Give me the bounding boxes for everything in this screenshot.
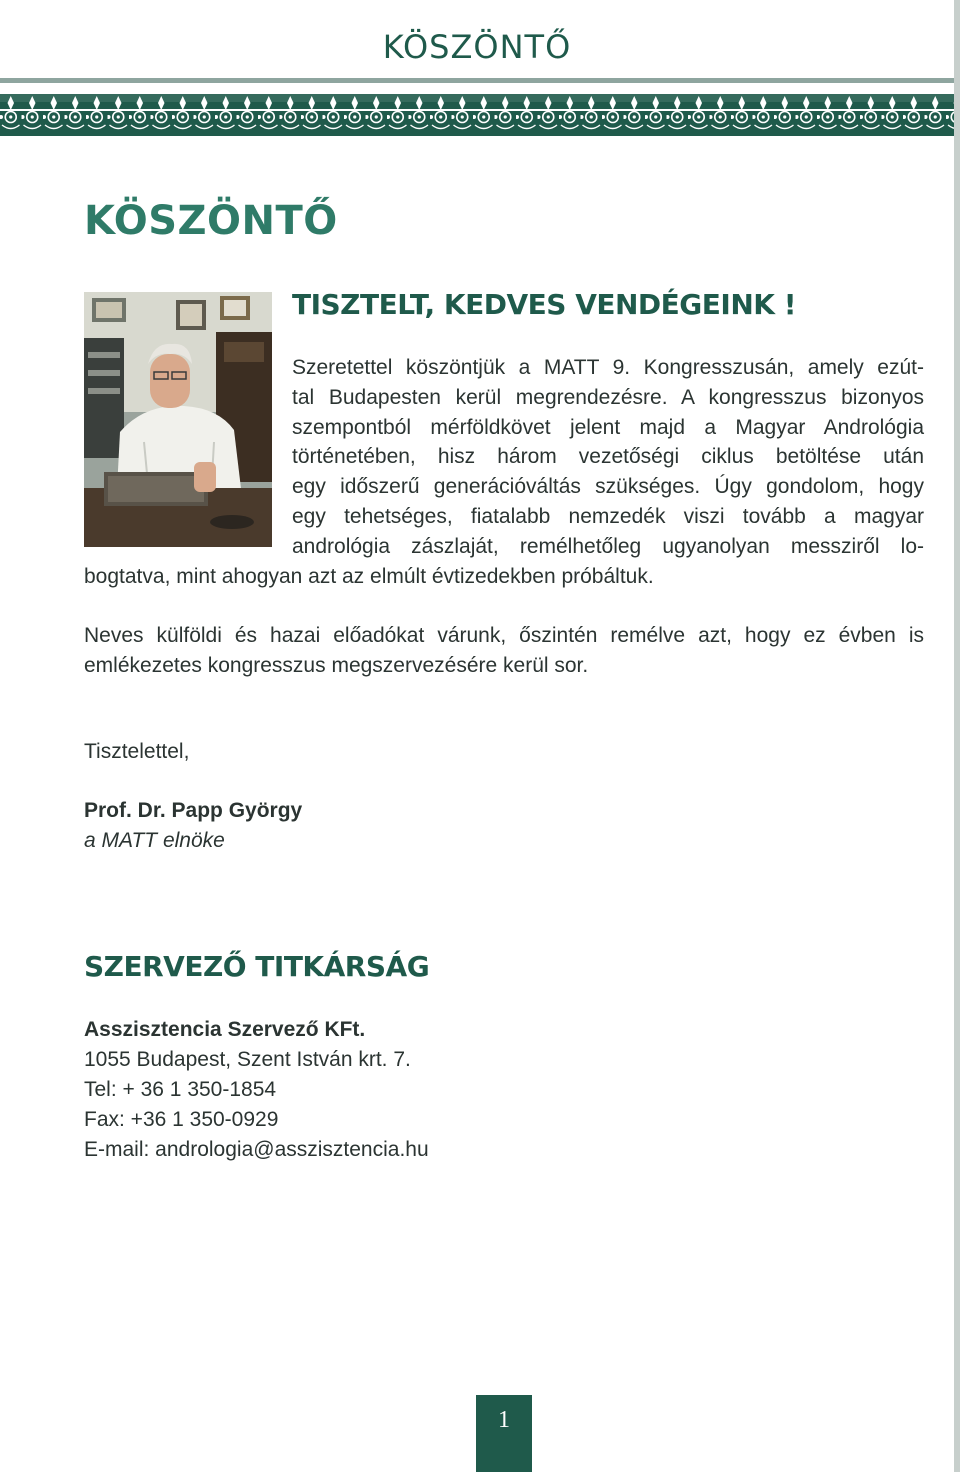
- page-title: KÖSZÖNTŐ: [84, 198, 338, 244]
- organizer-section-title: SZERVEZŐ TITKÁRSÁG: [84, 950, 430, 983]
- page-number: 1: [476, 1395, 532, 1472]
- organizer-email[interactable]: E-mail: andrologia@asszisztencia.hu: [84, 1138, 429, 1161]
- page-edge-rule: [954, 0, 960, 1472]
- paragraph-line: szempontból mérföldkövet jelent majd a Magyar Andrológia: [292, 415, 924, 439]
- paragraph-line: egy időszerű generációváltás szükséges. Úgy gondolom, hogy: [292, 475, 924, 499]
- paragraph-line: Szeretettel köszöntjük a MATT 9. Kongresszusán, amely ezút-: [292, 356, 924, 379]
- running-header: KÖSZÖNTŐ: [382, 28, 572, 66]
- closing-salutation: Tisztelettel,: [84, 740, 190, 763]
- portrait-photo: [84, 292, 272, 547]
- signer-role: a MATT elnöke: [84, 829, 225, 852]
- welcome-paragraph-tail: bogtatva, mint ahogyan azt az elmúlt évtizedekben próbáltuk.: [84, 565, 654, 588]
- organizer-company: Asszisztencia Szervező KFt.: [84, 1018, 366, 1041]
- paragraph-line: andrológia zászlaját, remélhetőleg ugyanolyan messziről lo-: [292, 534, 924, 558]
- organizer-phone: Tel: + 36 1 350-1854: [84, 1078, 277, 1101]
- paragraph-line: tal Budapesten kerül megrendezésre. A kongresszus bizonyos: [292, 385, 924, 409]
- speakers-paragraph: Neves külföldi és hazai előadókat várunk, őszintén remélve azt, hogy ez évben is emlékezetes kongresszus megszervezésére kerül sor.: [84, 624, 924, 677]
- organizer-address: 1055 Budapest, Szent István krt. 7.: [84, 1048, 411, 1071]
- greeting-heading: TISZTELT, KEDVES VENDÉGEINK !: [292, 288, 796, 321]
- paragraph-line: történetében, hisz három vezetőségi ciklus betöltése után: [292, 445, 924, 469]
- ornamental-border: [0, 94, 954, 136]
- paragraph-line: egy tehetséges, fiatalabb nemzedék viszi tovább a magyar: [292, 504, 924, 528]
- header-rule: [0, 78, 954, 83]
- welcome-paragraph: [292, 353, 924, 562]
- signer-name: Prof. Dr. Papp György: [84, 799, 303, 822]
- organizer-fax: Fax: +36 1 350-0929: [84, 1108, 279, 1131]
- organizer-contact: [84, 1015, 429, 1165]
